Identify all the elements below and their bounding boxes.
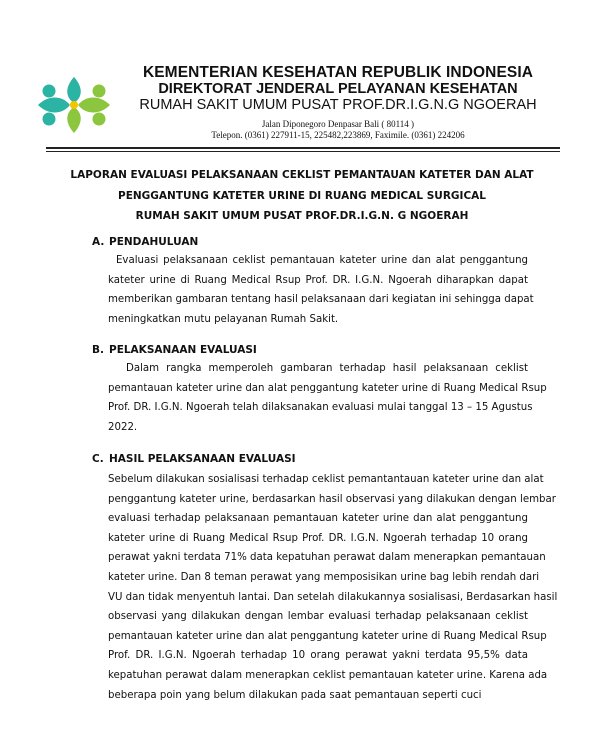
section-c-heading [92,453,296,465]
section-a-line: meningkatkan mutu pelayanan Rumah Sakit. [108,313,339,325]
report-title [44,165,560,227]
section-a-number: A. [92,236,105,248]
section-c-line: VU dan tidak menyentuh lantai. Dan setelah dilakukannya sosialisasi, Berdasarkan hasil [108,591,558,603]
section-c-line: perawat yakni terdata 71% data kepatuhan perawat dalam menerapkan pemantauan [108,552,546,564]
letterhead-phone: Telepon. (0361) 227911-15, 225482,223869, Faximile. (0361) 224206 [211,130,465,140]
section-c-line: beberapa poin yang belum dilakukan pada saat pemantauan seperti cuci [108,689,482,701]
letterhead-divider-thick [46,147,560,149]
section-c-line: kepatuhan perawat dalam menerapkan ceklist pemantauan kateter urine. Karena ada [108,669,548,681]
section-a-heading [92,236,198,248]
report-title-line-2: PENGGANTUNG KATETER URINE DI RUANG MEDICAL SURGICAL [118,189,486,202]
report-title-line-1: LAPORAN EVALUASI PELAKSANAAN CEKLIST PEMANTAUAN KATETER DAN ALAT [70,169,534,181]
section-c-line: observasi yang dilakukan dengan lembar evaluasi terhadap pelaksanaan ceklist [108,611,528,623]
section-c-body [108,470,558,705]
letterhead-address: Jalan Diponegoro Denpasar Bali ( 80114 ) [261,119,415,129]
letterhead-divider-thin [46,151,560,152]
section-c-line: kateter urine di Ruang Medical Rsup Prof. DR. I.G.N. Ngoerah terhadap 10 orang [108,532,528,544]
section-b-line: Prof. DR. I.G.N. Ngoerah telah dilaksanakan evaluasi mulai tanggal 13 – 15 Agustus [108,402,533,414]
letterhead-hospital: RUMAH SAKIT UMUM PUSAT PROF.DR.I.G.N.G NGOERAH [139,97,537,113]
section-c-line: Prof. DR. I.G.N. Ngoerah terhadap 10 orang perawat yakni terdata 95,5% data [108,650,528,662]
section-b-title: PELAKSANAAN EVALUASI [109,344,257,356]
section-c-line: evaluasi terhadap pelaksanaan pemantauan kateter urine dan alat penggantung [108,513,528,525]
section-a-line: kateter urine di Ruang Medical Rsup Prof. DR. I.G.N. Ngoerah diharapkan dapat [108,274,528,286]
letterhead-directorate: DIREKTORAT JENDERAL PELAYANAN KESEHATAN [158,81,518,97]
section-b-number: B. [92,344,104,356]
section-a-body [108,251,534,329]
section-b-line: pemantauan kateter urine dan alat penggantung kateter urine di Ruang Medical Rsup [108,382,547,394]
section-c-title: HASIL PELAKSANAAN EVALUASI [109,453,296,465]
kemenkes-logo-icon [36,74,112,136]
section-c-line: Sebelum dilakukan sosialisasi terhadap ceklist pemantantauan kateter urine dan alat [108,474,544,485]
section-b-body [108,359,547,437]
section-c-number: C. [92,453,104,465]
section-c-line: pemantauan kateter urine dan alat penggantung kateter urine di Ruang Medical Rsup [108,630,547,642]
section-a-title: PENDAHULUAN [109,236,199,248]
section-a-line: Evaluasi pelaksanaan ceklist pemantauan kateter urine dan alat penggantung [116,255,528,266]
report-title-line-3: RUMAH SAKIT UMUM PUSAT PROF.DR.I.G.N. G NGOERAH [135,210,469,222]
section-b-line: Dalam rangka memperoleh gambaran terhadap hasil pelaksanaan ceklist [126,363,528,374]
section-b-heading [92,344,257,356]
section-c-line: kateter urine. Dan 8 teman perawat yang memposisikan urine bag lebih rendah dari [108,571,540,583]
letterhead [118,64,558,141]
section-b-line: 2022. [108,421,138,433]
letterhead-ministry: KEMENTERIAN KESEHATAN REPUBLIK INDONESIA [142,64,534,81]
section-c-line: penggantung kateter urine, berdasarkan hasil observasi yang dilakukan dengan lembar [108,493,556,505]
section-a-line: memberikan gambaran tentang hasil pelaksanaan dari kegiatan ini sehingga dapat [108,294,534,306]
